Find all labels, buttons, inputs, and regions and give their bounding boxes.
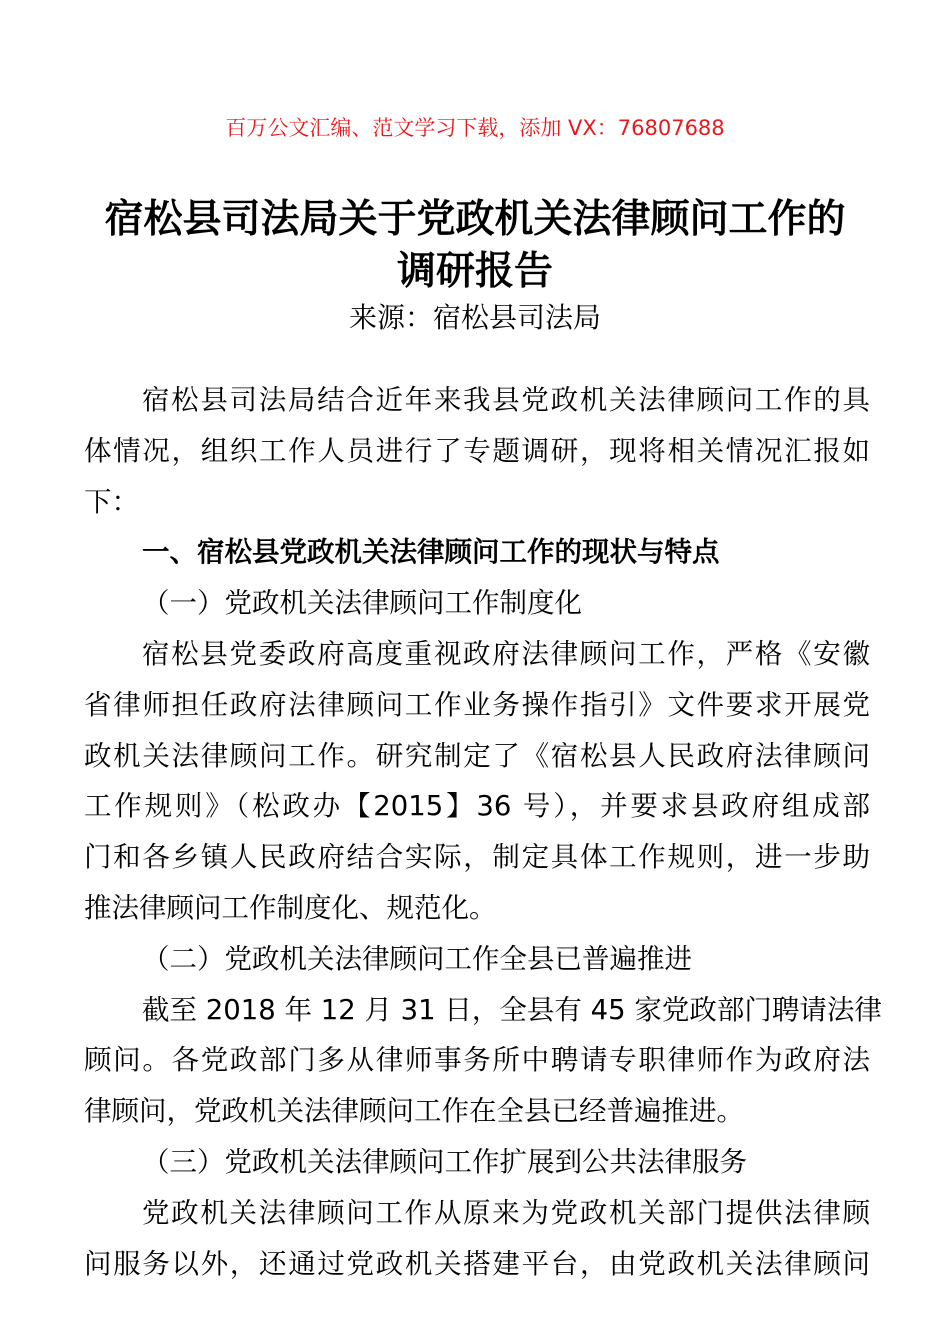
paragraph-line: 党政机关法律顾问工作从原来为党政机关部门提供法律顾: [142, 1196, 870, 1229]
subsection-heading: （一）党政机关法律顾问工作制度化: [142, 587, 582, 620]
paragraph-line: 宿松县党委政府高度重视政府法律顾问工作，严格《安徽: [142, 637, 870, 670]
document-title: [60, 194, 890, 298]
paragraph-line: 问服务以外，还通过党政机关搭建平台，由党政机关法律顾问: [84, 1247, 870, 1280]
document-body: [84, 375, 882, 1289]
document-source: 来源：宿松县司法局: [348, 301, 601, 334]
title-line-1: 宿松县司法局关于党政机关法律顾问工作的: [104, 197, 846, 242]
paragraph-line: 截至 2018 年 12 月 31 日，全县有 45 家党政部门聘请法律: [142, 993, 882, 1026]
subsection-heading: （二）党政机关法律顾问工作全县已普遍推进: [142, 942, 692, 975]
paragraph-line: 省律师担任政府法律顾问工作业务操作指引》文件要求开展党: [84, 688, 870, 721]
watermark-banner: 百万公文汇编、范文学习下载，添加 VX：76807688: [225, 116, 725, 140]
paragraph-line: 宿松县司法局结合近年来我县党政机关法律顾问工作的具: [142, 384, 870, 416]
paragraph-line: 下：: [84, 485, 139, 518]
paragraph-line: 门和各乡镇人民政府结合实际，制定具体工作规则，进一步助: [84, 841, 870, 874]
subsection-heading: （三）党政机关法律顾问工作扩展到公共法律服务: [142, 1145, 747, 1178]
paragraph-line: 律顾问，党政机关法律顾问工作在全县已经普遍推进。: [84, 1095, 744, 1128]
paragraph-line: 体情况，组织工作人员进行了专题调研，现将相关情况汇报如: [84, 434, 870, 467]
section-heading: 一、宿松县党政机关法律顾问工作的现状与特点: [142, 536, 720, 569]
paragraph-line: 工作规则》（松政办【2015】36 号），并要求县政府组成部: [84, 790, 870, 823]
paragraph-line: 推法律顾问工作制度化、规范化。: [84, 891, 497, 924]
title-line-2: 调研报告: [396, 249, 553, 294]
paragraph-line: 政机关法律顾问工作。研究制定了《宿松县人民政府法律顾问: [84, 739, 870, 772]
paragraph-line: 顾问。各党政部门多从律师事务所中聘请专职律师作为政府法: [84, 1044, 870, 1077]
